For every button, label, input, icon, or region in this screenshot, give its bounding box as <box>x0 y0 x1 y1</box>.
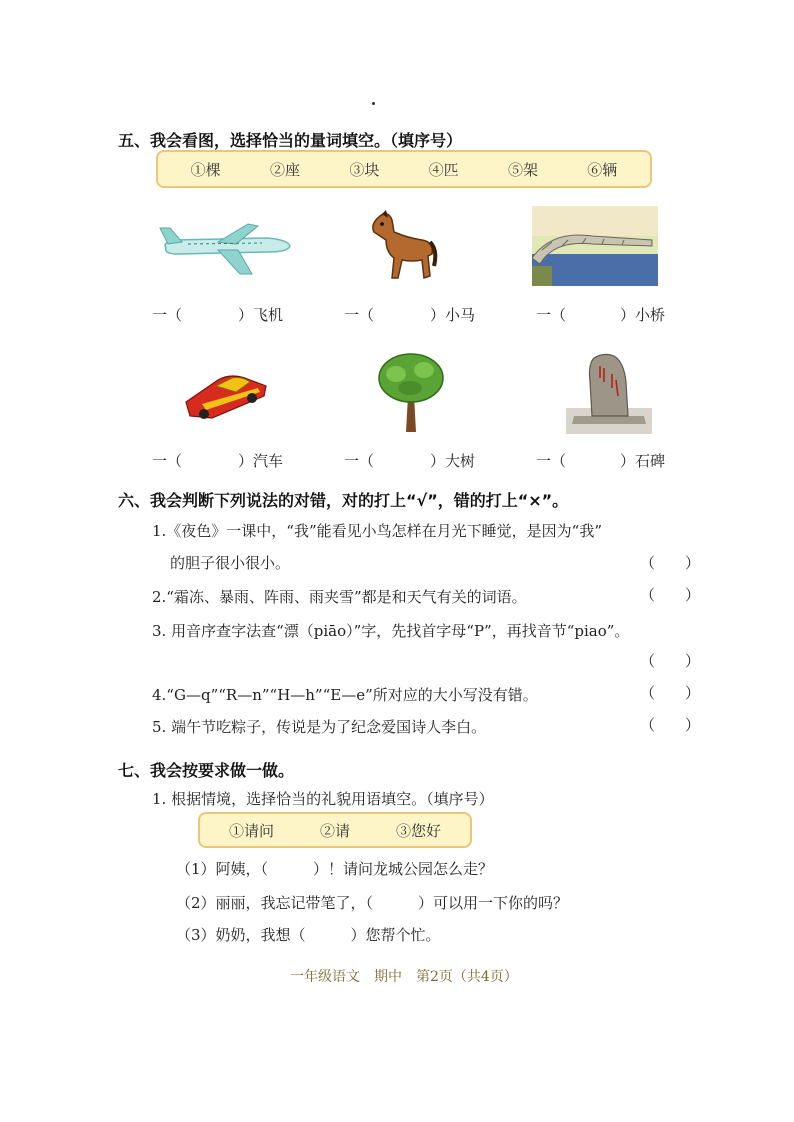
page-footer: 一年级语文 期中 第2页（共4页） <box>290 969 518 985</box>
section5-title: 五、我会看图，选择恰当的量词填空。（填序号） <box>118 131 463 150</box>
stone-tablet-icon <box>566 352 652 434</box>
item-car-prefix: 一（ <box>152 452 183 470</box>
section7-title: 七、我会按要求做一做。 <box>118 761 295 780</box>
option-6: ⑥辆 <box>587 160 618 179</box>
answer-blank-2[interactable]: （ ） <box>640 586 701 604</box>
polite-option-3: ③您好 <box>395 821 441 840</box>
answer-blank-4[interactable]: （ ） <box>640 684 701 702</box>
item-airplane-prefix: 一（ <box>152 306 183 324</box>
answer-blank-1[interactable]: （ ） <box>640 554 701 572</box>
sub-question-3: （3）奶奶，我想（ ）您帮个忙。 <box>176 926 441 944</box>
car-icon <box>182 366 268 422</box>
airplane-icon <box>158 222 294 278</box>
question-1-line1: 1.《夜色》一课中，“我”能看见小鸟怎样在月光下睡觉，是因为“我” <box>152 522 602 540</box>
measure-word-options <box>156 150 652 188</box>
item-airplane-suffix: ）飞机 <box>238 306 284 324</box>
item-bridge-prefix: 一（ <box>536 306 567 324</box>
tree-icon <box>376 352 446 436</box>
polite-option-1: ①请问 <box>228 821 274 840</box>
polite-option-2: ②请 <box>319 821 350 840</box>
question-1-line2: 的胆子很小很小。 <box>170 554 291 572</box>
item-horse-prefix: 一（ <box>344 306 375 324</box>
option-2: ②座 <box>269 160 300 179</box>
dot-mark <box>372 102 375 105</box>
option-1: ①棵 <box>190 160 221 179</box>
item-bridge-suffix: ）小桥 <box>620 306 666 324</box>
option-5: ⑤架 <box>507 160 538 179</box>
item-stone-suffix: ）石碑 <box>620 452 666 470</box>
item-car-suffix: ）汽车 <box>238 452 284 470</box>
option-4: ④匹 <box>428 160 459 179</box>
sub-question-2: （2）丽丽，我忘记带笔了，（ ）可以用一下你的吗？ <box>176 894 569 912</box>
sub-question-1: （1）阿姨，（ ）！请问龙城公园怎么走？ <box>176 860 494 878</box>
question-3: 3. 用音序查字法查“漂（piāo）”字，先找首字母“P”，再找音节“piao”。 <box>152 622 630 640</box>
option-3: ③块 <box>349 160 380 179</box>
question-2: 2.“霜冻、暴雨、阵雨、雨夹雪”都是和天气有关的词语。 <box>152 588 527 606</box>
polite-word-options <box>198 812 472 848</box>
item-tree-suffix: ）大树 <box>430 452 476 470</box>
answer-blank-3[interactable]: （ ） <box>640 652 701 670</box>
item-stone-prefix: 一（ <box>536 452 567 470</box>
item-tree-prefix: 一（ <box>344 452 375 470</box>
bridge-icon <box>532 206 658 286</box>
item-horse-suffix: ）小马 <box>430 306 476 324</box>
horse-icon <box>368 210 438 284</box>
answer-blank-5[interactable]: （ ） <box>640 716 701 734</box>
section7-question-1: 1. 根据情境，选择恰当的礼貌用语填空。（填序号） <box>152 790 494 808</box>
question-4: 4.“G—q”“R—n”“H—h”“E—e”所对应的大小写没有错。 <box>152 686 538 704</box>
section6-title: 六、我会判断下列说法的对错，对的打上“√”，错的打上“×”。 <box>118 491 569 510</box>
question-5: 5. 端午节吃粽子，传说是为了纪念爱国诗人李白。 <box>152 718 487 736</box>
